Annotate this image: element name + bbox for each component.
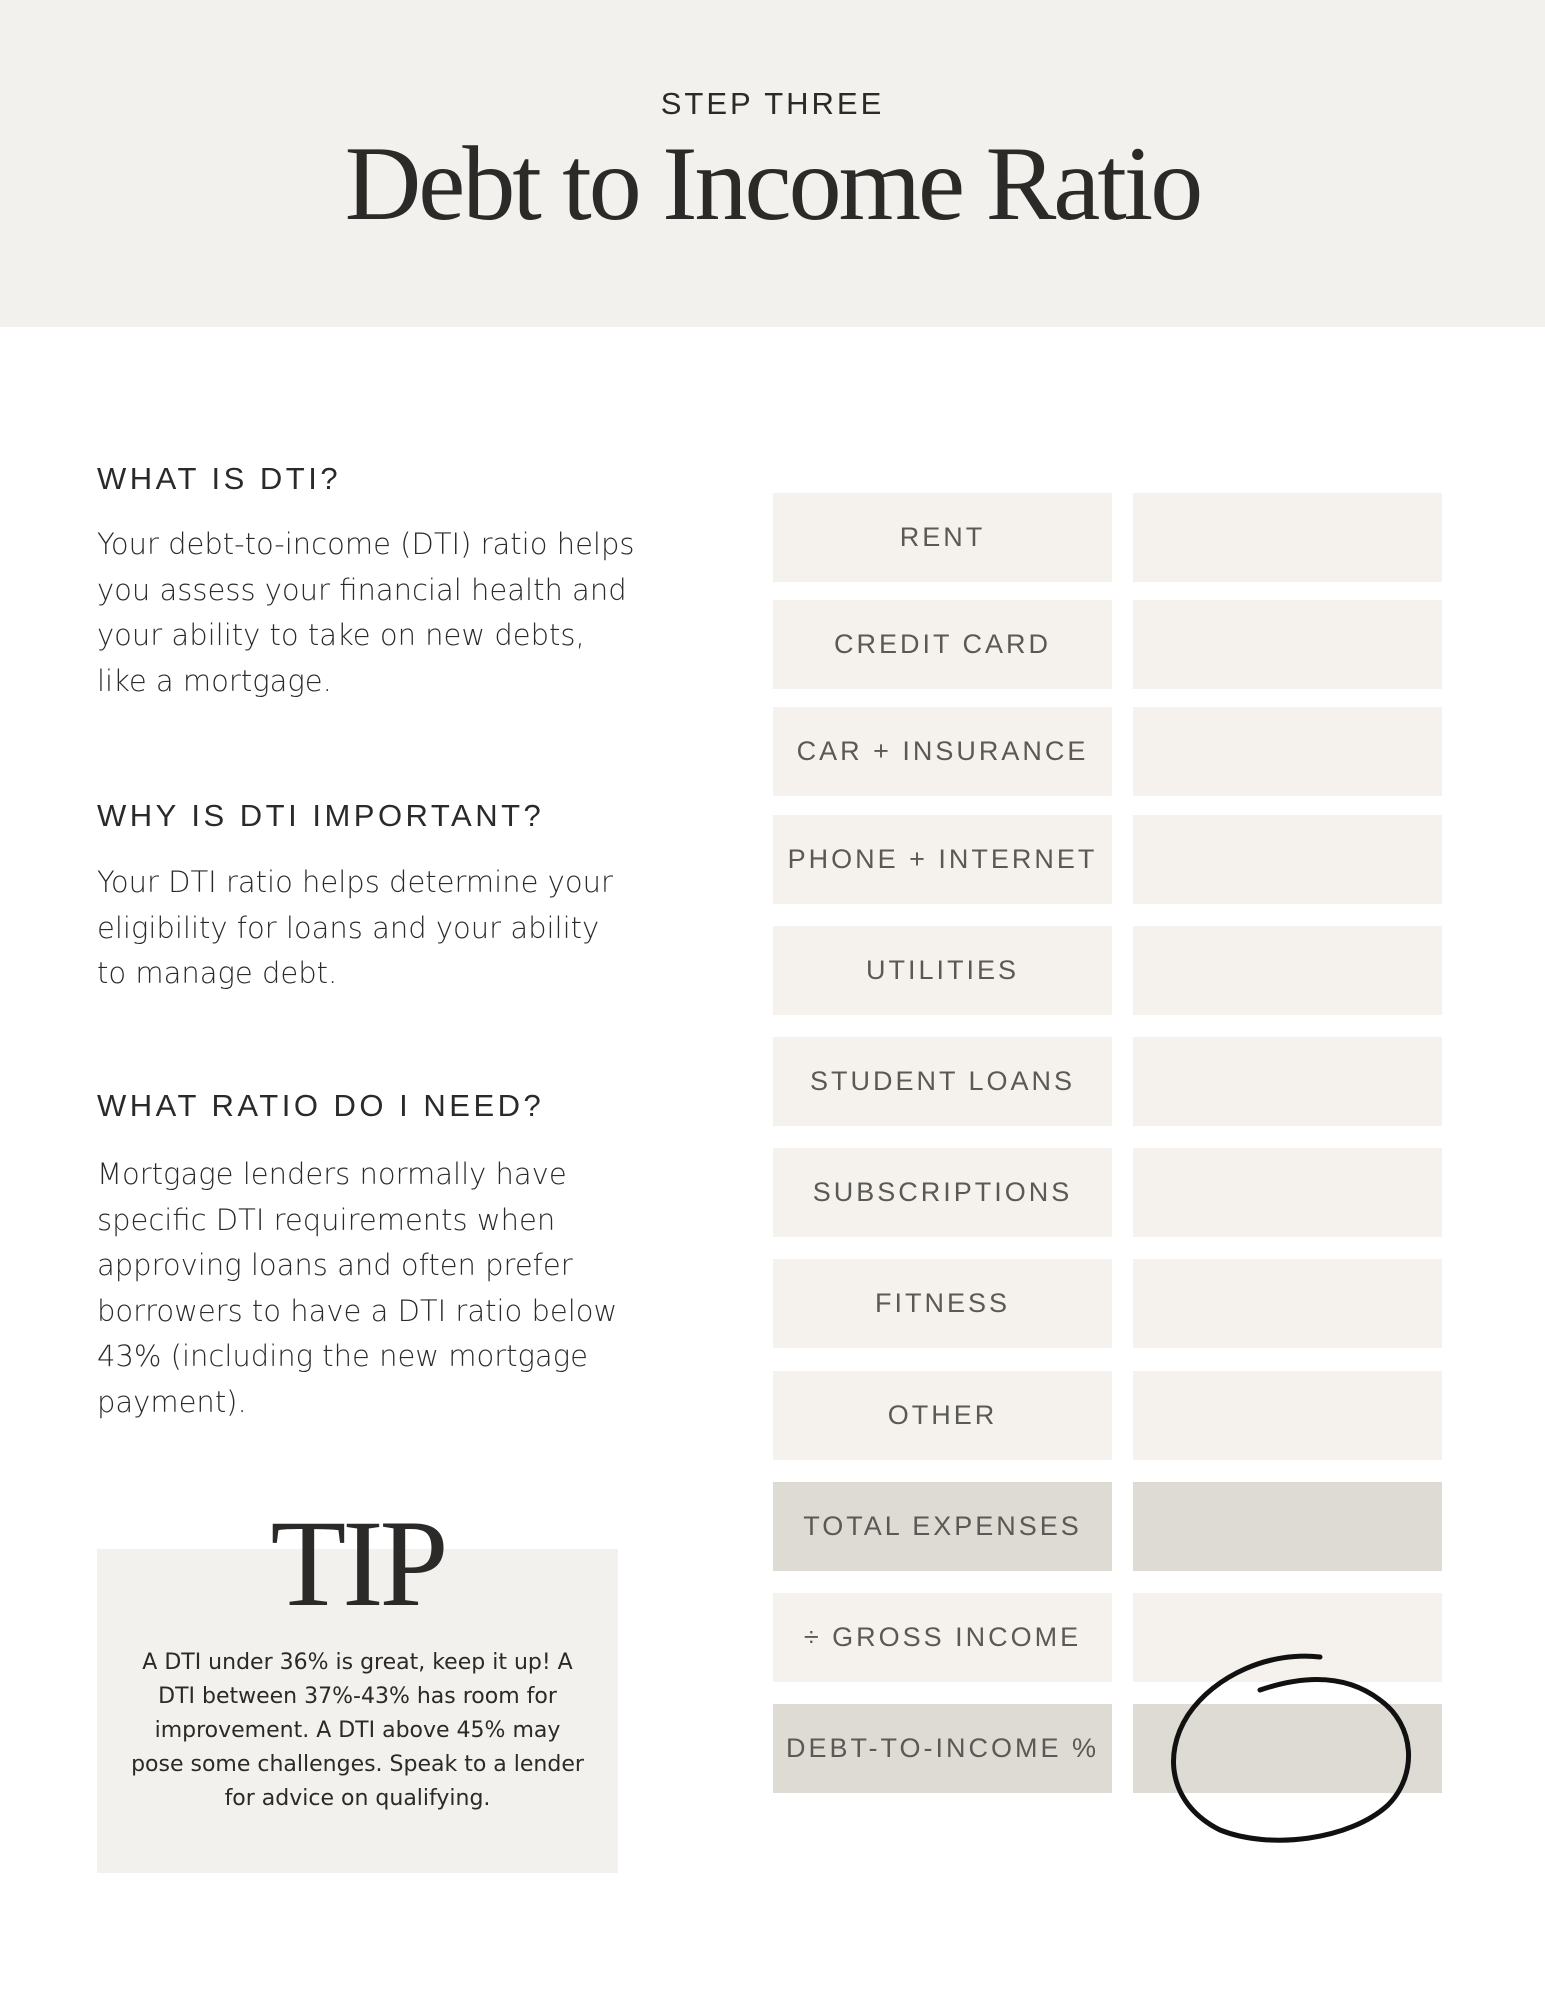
worksheet-row-utilities xyxy=(773,926,1442,1015)
tip-text: A DTI under 36% is great, keep it up! A DTI between 37%-43% has room for improvement. A DTI above 45% may pose some challenges. Speak to a lender for advice on qualifying. xyxy=(131,1650,584,1811)
worksheet-row-phone-internet xyxy=(773,815,1442,904)
worksheet-row-other xyxy=(773,1371,1442,1460)
row-value-field[interactable] xyxy=(1133,926,1442,1015)
worksheet-row-subscriptions xyxy=(773,1148,1442,1237)
row-value-field[interactable] xyxy=(1133,1037,1442,1126)
hand-drawn-circle-icon xyxy=(1160,1645,1420,1850)
row-label: PHONE + INTERNET xyxy=(773,815,1112,904)
step-label: STEP THREE xyxy=(660,86,885,121)
worksheet-row-rent xyxy=(773,493,1442,582)
row-value-field[interactable] xyxy=(1133,1259,1442,1348)
row-value-field[interactable] xyxy=(1133,493,1442,582)
section-heading-why-important: WHY IS DTI IMPORTANT? xyxy=(97,798,545,833)
row-label: ÷ GROSS INCOME xyxy=(773,1593,1112,1682)
row-label: RENT xyxy=(773,493,1112,582)
header-band xyxy=(0,0,1545,327)
tip-title: TIP xyxy=(270,1495,445,1632)
row-value-field[interactable] xyxy=(1133,707,1442,796)
row-label: SUBSCRIPTIONS xyxy=(773,1148,1112,1237)
worksheet-row-credit-card xyxy=(773,600,1442,689)
row-label: CAR + INSURANCE xyxy=(773,707,1112,796)
row-label: DEBT-TO-INCOME % xyxy=(773,1704,1112,1793)
section-body-what-is-dti: Your debt-to-income (DTI) ratio helps you assess your financial health and your ability to take on new debts, like a mortgage. xyxy=(97,527,635,698)
page-title: Debt to Income Ratio xyxy=(344,125,1201,242)
row-value-field[interactable] xyxy=(1133,1148,1442,1237)
row-label: TOTAL EXPENSES xyxy=(773,1482,1112,1571)
row-value-field[interactable] xyxy=(1133,1371,1442,1460)
section-heading-what-is-dti: WHAT IS DTI? xyxy=(97,461,342,496)
row-label: FITNESS xyxy=(773,1259,1112,1348)
row-label: STUDENT LOANS xyxy=(773,1037,1112,1126)
worksheet-row-total-expenses xyxy=(773,1482,1442,1571)
row-label: CREDIT CARD xyxy=(773,600,1112,689)
row-label: UTILITIES xyxy=(773,926,1112,1015)
worksheet-row-fitness xyxy=(773,1259,1442,1348)
worksheet-row-car-insurance xyxy=(773,707,1442,796)
row-value-field[interactable] xyxy=(1133,815,1442,904)
row-value-field[interactable] xyxy=(1133,1482,1442,1571)
section-body-ratio-needed: Mortgage lenders normally have specific DTI requirements when approving loans and often prefer borrowers to have a DTI ratio below 43% (including the new mortgage payment). xyxy=(97,1157,618,1419)
row-value-field[interactable] xyxy=(1133,600,1442,689)
section-body-why-important: Your DTI ratio helps determine your eligibility for loans and your ability to manage debt. xyxy=(97,865,613,990)
section-heading-ratio-needed: WHAT RATIO DO I NEED? xyxy=(97,1088,545,1123)
worksheet-row-student-loans xyxy=(773,1037,1442,1126)
row-label: OTHER xyxy=(773,1371,1112,1460)
